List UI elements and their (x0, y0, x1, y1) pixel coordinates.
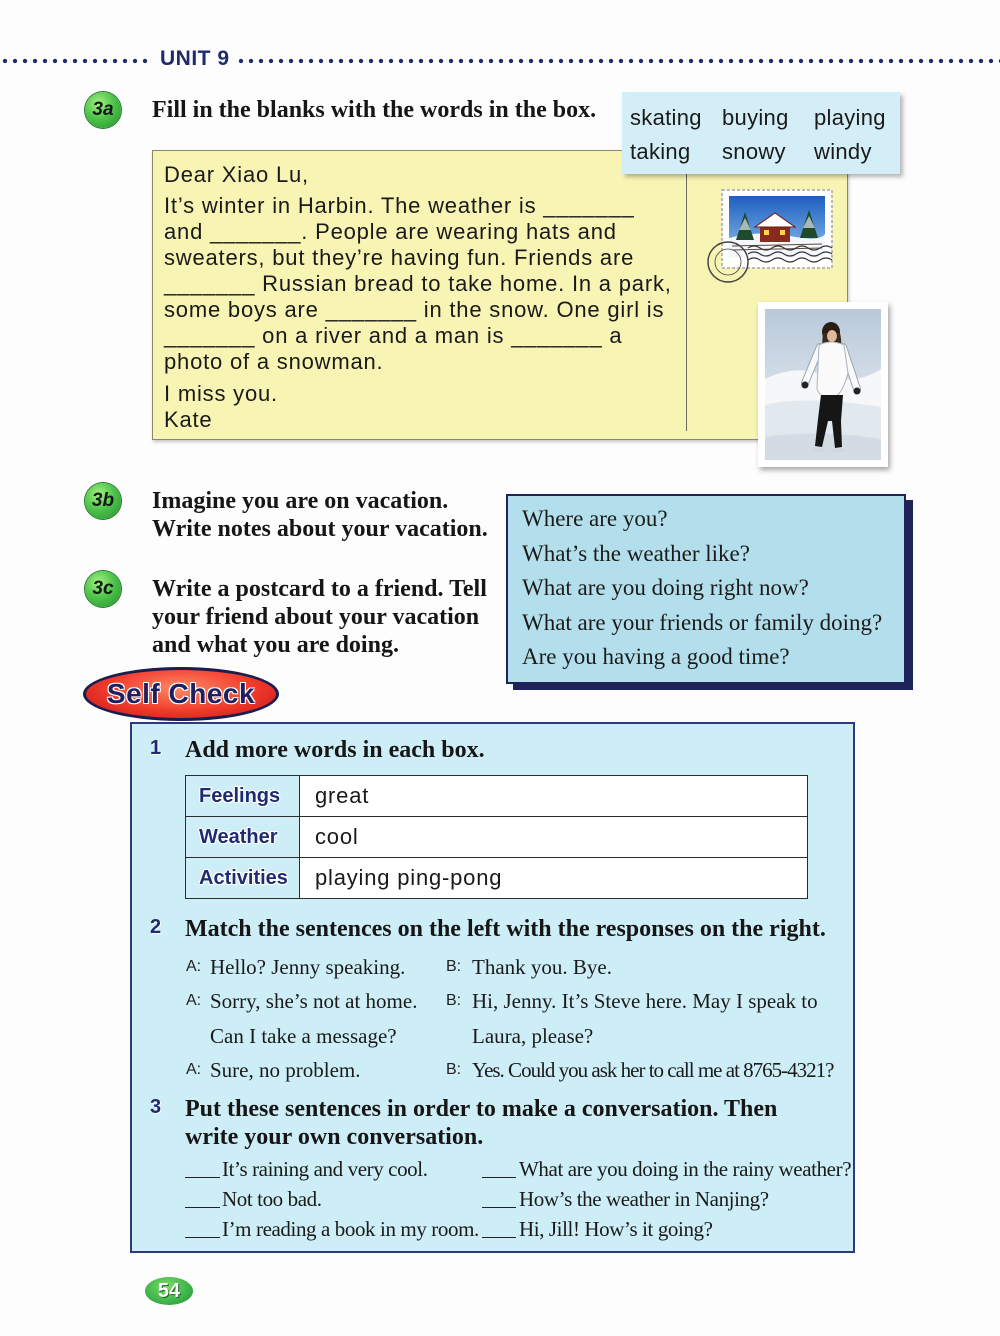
question-item: What’s the weather like? (522, 540, 750, 566)
conversation-line: It’s raining and very cool. (222, 1157, 428, 1181)
instruction-line: and what you are doing. (152, 632, 399, 658)
word-box-word: windy (814, 139, 872, 164)
speaker-label-b: B: (446, 958, 462, 975)
left-sentence: Sorry, she’s not at home. (210, 989, 418, 1013)
right-sentence-continued: Laura, please? (472, 1024, 594, 1048)
item-number-1: 1 (150, 737, 162, 759)
conversation-line: How’s the weather in Nanjing? (519, 1187, 769, 1211)
conversation-line: Not too bad. (222, 1187, 322, 1211)
postcard-divider (686, 169, 687, 431)
category-value: cool (300, 817, 808, 858)
header-dotted-rule-right (236, 57, 1000, 65)
speaker-label-b: B: (446, 992, 462, 1009)
instruction-line: write your own conversation. (185, 1124, 484, 1150)
word-box-word: playing (814, 105, 886, 130)
item1-instruction: Add more words in each box. (185, 737, 485, 763)
letter-line: sweaters, but they’re having fun. Friends are (164, 245, 635, 270)
page-number: 54 (145, 1277, 193, 1305)
category-label: Feelings (186, 776, 300, 817)
table-row (186, 817, 808, 858)
right-sentence: Thank you. Bye. (472, 955, 612, 979)
letter-line: _______ Russian bread to take home. In a park, (164, 271, 672, 296)
order-blank (185, 1207, 220, 1208)
word-category-table (185, 775, 808, 899)
right-sentence: Hi, Jenny. It’s Steve here. May I speak to (472, 989, 818, 1013)
letter-greeting: Dear Xiao Lu, (164, 162, 309, 187)
word-box-word: snowy (722, 139, 786, 164)
letter-signature: Kate (164, 407, 213, 432)
letter-line: _______ on a river and a man is _______ a (164, 323, 623, 348)
instruction-line: your friend about your vacation (152, 604, 480, 630)
letter-line: some boys are _______ in the snow. One girl is (164, 297, 665, 322)
order-blank (185, 1237, 220, 1238)
question-item: Are you having a good time? (522, 644, 790, 669)
table-row (186, 858, 808, 899)
order-blank (482, 1237, 516, 1238)
category-label: Activities (186, 858, 300, 899)
order-blank (482, 1177, 516, 1178)
category-label: Weather (186, 817, 300, 858)
stamp-image (700, 186, 836, 286)
instruction-3a: Fill in the blanks with the words in the box. (152, 97, 597, 123)
question-item: What are your friends or family doing? (522, 609, 883, 635)
instruction-3b (152, 487, 488, 543)
word-box-word: buying (722, 105, 789, 130)
item3-instruction (185, 1095, 777, 1151)
badge-3c: 3c (85, 571, 121, 607)
item2-instruction: Match the sentences on the left with the responses on the right. (185, 916, 826, 942)
question-item: What are you doing right now? (522, 575, 809, 600)
word-box-word: taking (630, 139, 691, 164)
instruction-line: Write notes about your vacation. (152, 516, 488, 542)
right-sentence: Yes. Could you ask her to call me at 8765-4321? (472, 1058, 834, 1082)
instruction-3c (152, 575, 487, 659)
word-box-word: skating (630, 105, 702, 130)
instruction-line: Write a postcard to a friend. Tell (152, 576, 487, 602)
letter-closing: I miss you. (164, 381, 278, 406)
conversation-line: What are you doing in the rainy weather? (519, 1157, 852, 1181)
table-row (186, 776, 808, 817)
category-value: playing ping-pong (300, 858, 808, 899)
instruction-line: Put these sentences in order to make a conversation. Then (185, 1096, 778, 1122)
order-blank (482, 1207, 516, 1208)
letter-line: photo of a snowman. (164, 349, 384, 374)
left-sentence-continued: Can I take a message? (210, 1024, 397, 1048)
header-dotted-rule-left (0, 57, 152, 65)
unit-label: UNIT 9 (160, 47, 230, 70)
conversation-line: Hi, Jill! How’s it going? (519, 1217, 713, 1241)
left-sentence: Sure, no problem. (210, 1058, 361, 1082)
question-list (522, 502, 882, 675)
word-box (622, 92, 900, 174)
instruction-line: Imagine you are on vacation. (152, 488, 449, 514)
letter-body (164, 193, 672, 375)
badge-3b: 3b (85, 483, 121, 519)
speaker-label-a: A: (186, 1061, 202, 1078)
item-number-2: 2 (150, 916, 162, 938)
self-check-banner: Self Check (83, 667, 279, 721)
question-box (506, 494, 906, 684)
question-item: Where are you? (522, 506, 668, 531)
badge-3a: 3a (85, 92, 121, 128)
order-blank (185, 1177, 220, 1178)
speaker-label-a: A: (186, 992, 202, 1009)
left-sentence: Hello? Jenny speaking. (210, 955, 406, 979)
item-number-3: 3 (150, 1096, 162, 1118)
speaker-label-a: A: (186, 958, 202, 975)
speaker-label-b: B: (446, 1061, 462, 1078)
skater-photo-image (765, 309, 881, 460)
category-value: great (300, 776, 808, 817)
skater-photo (758, 302, 888, 467)
letter-line: and _______. People are wearing hats and (164, 219, 617, 244)
conversation-line: I’m reading a book in my room. (222, 1217, 479, 1241)
letter-line: It’s winter in Harbin. The weather is _______ (164, 193, 635, 218)
